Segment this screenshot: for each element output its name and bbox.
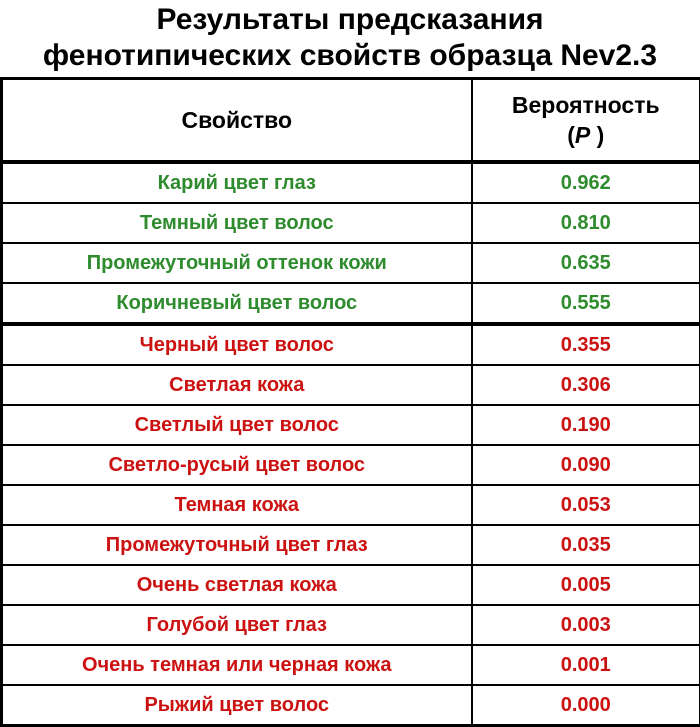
property-cell: Темная кожа — [2, 485, 472, 525]
probability-cell: 0.810 — [472, 203, 700, 243]
table-row — [2, 283, 700, 324]
table-row — [2, 605, 700, 645]
header-property: Свойство — [2, 79, 472, 163]
table-row — [2, 365, 700, 405]
table-row — [2, 203, 700, 243]
title-line-2: фенотипических свойств образца Nev2.3 — [0, 38, 700, 74]
property-cell: Голубой цвет глаз — [2, 605, 472, 645]
probability-cell: 0.005 — [472, 565, 700, 605]
paren-close: ) — [597, 122, 605, 148]
probability-cell: 0.053 — [472, 485, 700, 525]
probability-cell: 0.001 — [472, 645, 700, 685]
property-cell: Очень темная или черная кожа — [2, 645, 472, 685]
title-line-1: Результаты предсказания — [0, 2, 700, 38]
table-row — [2, 525, 700, 565]
probability-cell: 0.035 — [472, 525, 700, 565]
header-probability-symbol — [473, 120, 700, 150]
table-row — [2, 324, 700, 365]
probability-cell: 0.003 — [472, 605, 700, 645]
probability-cell: 0.306 — [472, 365, 700, 405]
property-cell: Черный цвет волос — [2, 324, 472, 365]
table-row — [2, 565, 700, 605]
probability-cell: 0.090 — [472, 445, 700, 485]
property-cell: Очень светлая кожа — [2, 565, 472, 605]
table-row — [2, 243, 700, 283]
probability-cell: 0.190 — [472, 405, 700, 445]
probability-cell: 0.635 — [472, 243, 700, 283]
property-cell: Карий цвет глаз — [2, 162, 472, 203]
header-probability — [472, 79, 700, 163]
property-cell: Промежуточный цвет глаз — [2, 525, 472, 565]
table-header-row — [2, 79, 700, 163]
property-cell: Светло-русый цвет волос — [2, 445, 472, 485]
header-probability-label: Вероятность — [473, 90, 700, 120]
table-row — [2, 405, 700, 445]
property-cell: Светлый цвет волос — [2, 405, 472, 445]
table-row — [2, 645, 700, 685]
probability-cell: 0.000 — [472, 685, 700, 726]
probability-cell: 0.962 — [472, 162, 700, 203]
paren-open: ( — [567, 122, 575, 148]
table-row — [2, 485, 700, 525]
probability-cell: 0.355 — [472, 324, 700, 365]
property-cell: Светлая кожа — [2, 365, 472, 405]
results-table — [0, 77, 700, 727]
probability-cell: 0.555 — [472, 283, 700, 324]
property-cell: Рыжий цвет волос — [2, 685, 472, 726]
table-row — [2, 162, 700, 203]
table-row — [2, 685, 700, 726]
property-cell: Темный цвет волос — [2, 203, 472, 243]
property-cell: Коричневый цвет волос — [2, 283, 472, 324]
property-cell: Промежуточный оттенок кожи — [2, 243, 472, 283]
table-row — [2, 445, 700, 485]
p-letter: P — [575, 122, 590, 148]
page-title — [0, 0, 700, 74]
